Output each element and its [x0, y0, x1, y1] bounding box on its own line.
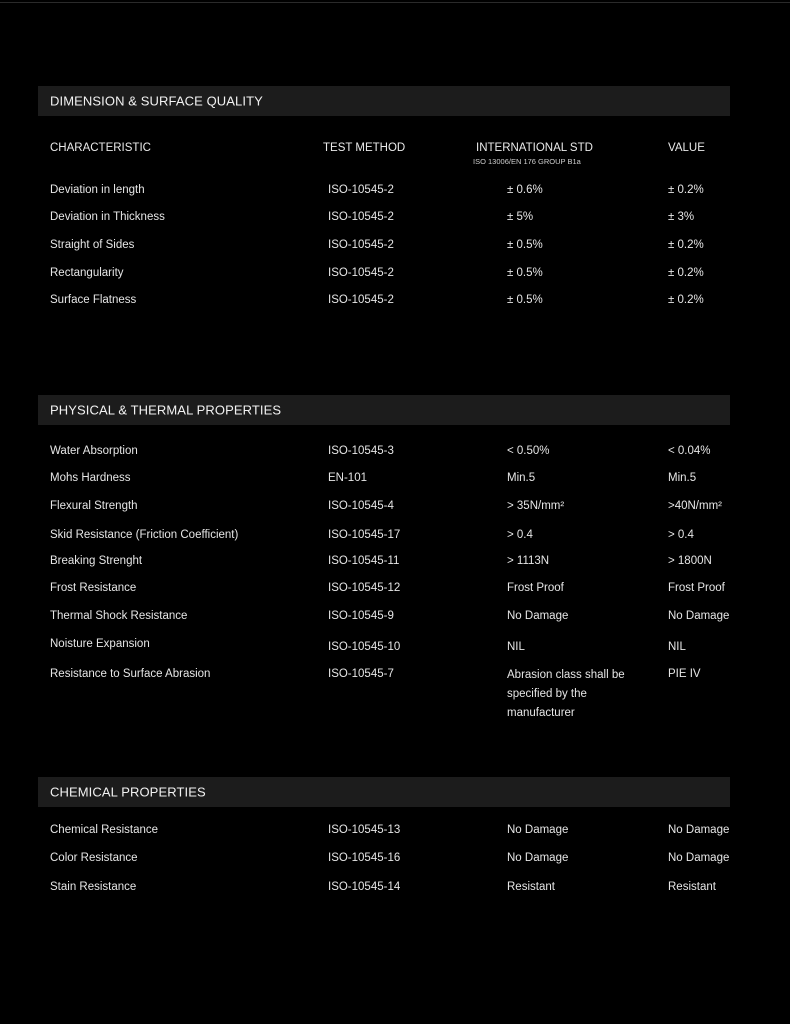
row-characteristic: Mohs Hardness [50, 472, 131, 484]
row-test-method: ISO-10545-4 [328, 500, 394, 512]
table-row [0, 184, 790, 204]
section-header-physical [38, 395, 730, 425]
row-test-method: ISO-10545-2 [328, 239, 394, 251]
row-characteristic: Flexural Strength [50, 500, 138, 512]
row-characteristic: Noisture Expansion [50, 638, 150, 650]
row-value: NIL [668, 641, 686, 653]
row-test-method: ISO-10545-2 [328, 184, 394, 196]
table-row [0, 500, 790, 520]
row-test-method: ISO-10545-2 [328, 294, 394, 306]
row-value: ± 0.2% [668, 184, 704, 196]
row-value: No Damage [668, 610, 730, 622]
row-test-method: ISO-10545-11 [328, 555, 400, 567]
table-row [0, 582, 790, 602]
section-title: CHEMICAL PROPERTIES [50, 784, 206, 800]
row-international-std: ± 0.5% [507, 239, 543, 251]
table-row [0, 239, 790, 259]
row-international-std: Min.5 [507, 472, 536, 484]
row-international-std: > 35N/mm² [507, 500, 565, 512]
row-characteristic: Color Resistance [50, 852, 138, 864]
row-international-std: ± 0.6% [507, 184, 543, 196]
row-international-std: ± 0.5% [507, 294, 543, 306]
row-characteristic: Stain Resistance [50, 881, 137, 893]
column-header-value: VALUE [668, 142, 705, 154]
row-test-method: ISO-10545-7 [328, 668, 394, 680]
section-title: DIMENSION & SURFACE QUALITY [50, 93, 263, 109]
column-header-international-std: INTERNATIONAL STD [476, 142, 593, 154]
row-characteristic: Straight of Sides [50, 239, 135, 251]
row-characteristic: Deviation in Thickness [50, 211, 165, 223]
table-row [0, 852, 790, 872]
row-test-method: ISO-10545-3 [328, 445, 394, 457]
table-row [0, 668, 790, 728]
row-value: > 1800N [668, 555, 712, 567]
column-subheader-standard: ISO 13006/EN 176 GROUP B1a [473, 157, 581, 166]
table-row [0, 267, 790, 287]
row-value: >40N/mm² [668, 500, 722, 512]
row-international-std: > 1113N [507, 555, 550, 567]
row-value: > 0.4 [668, 529, 694, 541]
table-row [0, 638, 790, 658]
row-value: ± 3% [668, 211, 695, 223]
row-test-method: ISO-10545-2 [328, 267, 394, 279]
row-test-method: ISO-10545-14 [328, 881, 401, 893]
row-characteristic: Surface Flatness [50, 294, 137, 306]
table-row [0, 211, 790, 231]
table-row [0, 881, 790, 901]
row-test-method: ISO-10545-13 [328, 824, 401, 836]
table-row [0, 610, 790, 630]
column-header-test-method: TEST METHOD [323, 142, 406, 154]
row-test-method: ISO-10545-10 [328, 641, 401, 653]
row-test-method: ISO-10545-16 [328, 852, 401, 864]
section-header-dimension [38, 86, 730, 116]
row-value: No Damage [668, 852, 730, 864]
table-row [0, 472, 790, 492]
row-value: Resistant [668, 881, 716, 893]
row-characteristic: Water Absorption [50, 445, 138, 457]
row-characteristic: Deviation in length [50, 184, 145, 196]
row-value: Frost Proof [668, 582, 725, 594]
row-characteristic: Breaking Strenght [50, 555, 143, 567]
column-header-characteristic: CHARACTERISTIC [50, 142, 151, 154]
row-test-method: ISO-10545-2 [328, 211, 394, 223]
row-international-std: No Damage [507, 824, 569, 836]
section-header-chemical [38, 777, 730, 807]
row-value: ± 0.2% [668, 239, 704, 251]
row-test-method: EN-101 [328, 472, 367, 484]
row-international-std: < 0.50% [507, 445, 550, 457]
row-value: No Damage [668, 824, 730, 836]
row-international-std: ± 5% [507, 211, 534, 223]
row-characteristic: Chemical Resistance [50, 824, 159, 836]
table-row [0, 445, 790, 465]
top-divider [0, 2, 790, 3]
row-value: PIE IV [668, 668, 701, 680]
row-characteristic: Frost Resistance [50, 582, 137, 594]
row-value: < 0.04% [668, 445, 711, 457]
section-title: PHYSICAL & THERMAL PROPERTIES [50, 402, 282, 418]
row-international-std: Frost Proof [507, 582, 564, 594]
row-characteristic: Resistance to Surface Abrasion [50, 668, 211, 680]
row-test-method: ISO-10545-9 [328, 610, 394, 622]
row-international-std: No Damage [507, 852, 569, 864]
row-test-method: ISO-10545-12 [328, 582, 401, 594]
row-characteristic: Skid Resistance (Friction Coefficient) [50, 529, 239, 541]
table-row [0, 555, 790, 575]
table-row [0, 529, 790, 549]
table-row [0, 824, 790, 844]
row-international-std: No Damage [507, 610, 569, 622]
row-international-std: > 0.4 [507, 529, 533, 541]
row-international-std: NIL [507, 641, 525, 653]
row-test-method: ISO-10545-17 [328, 529, 401, 541]
row-international-std: Abrasion class shall be specified by the manufacturer [507, 669, 625, 719]
row-international-std: Resistant [507, 881, 555, 893]
row-characteristic: Rectangularity [50, 267, 124, 279]
row-international-std: ± 0.5% [507, 267, 543, 279]
row-value: Min.5 [668, 472, 697, 484]
row-characteristic: Thermal Shock Resistance [50, 610, 188, 622]
table-row [0, 294, 790, 314]
row-value: ± 0.2% [668, 267, 704, 279]
row-value: ± 0.2% [668, 294, 704, 306]
